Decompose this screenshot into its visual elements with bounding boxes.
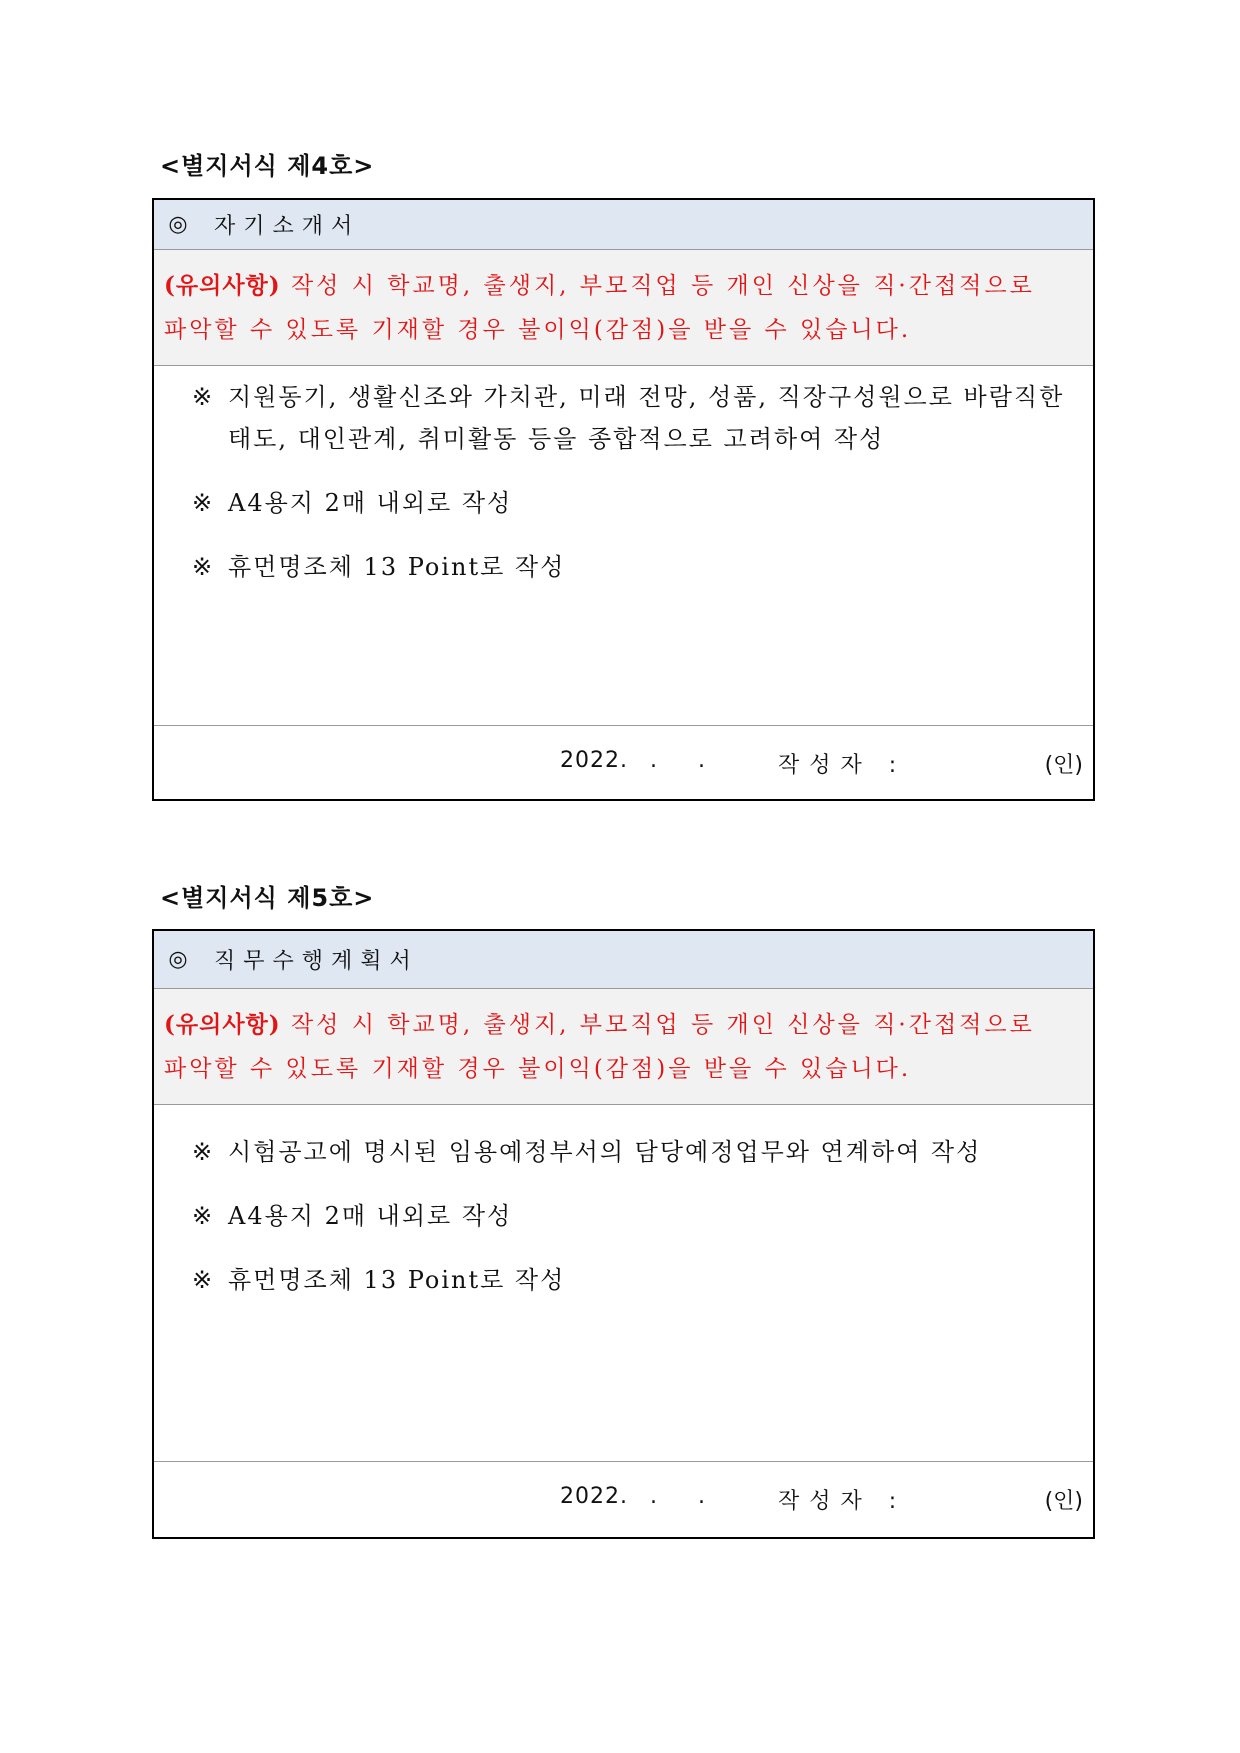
- date-separators: . .: [650, 1484, 705, 1509]
- form-footer: [154, 725, 1093, 802]
- guide-item: [192, 1259, 1083, 1301]
- writer-label: 작성자 :: [778, 753, 907, 778]
- notice-line-1: [164, 1003, 1085, 1047]
- notice-tag: (유의사항): [164, 1011, 281, 1038]
- form-title: 직무수행계획서: [214, 949, 419, 974]
- guide-item: [192, 482, 1083, 524]
- double-circle-icon: ◎: [168, 212, 188, 237]
- form-label: <별지서식 제5호>: [160, 884, 375, 912]
- guide-item: [192, 546, 1083, 588]
- guide-text: 휴먼명조체 13 Point로 작성: [228, 553, 566, 581]
- job-plan-form: [152, 929, 1095, 1539]
- form-header: [154, 931, 1093, 989]
- notice-section: [154, 250, 1093, 366]
- notice-text: 작성 시 학교명, 출생지, 부모직업 등 개인 신상을 직·간접적으로: [280, 273, 1035, 299]
- reference-mark-icon: ※: [192, 489, 215, 517]
- guide-text: A4용지 2매 내외로 작성: [228, 1202, 513, 1230]
- writer-label: 작성자 :: [778, 1489, 907, 1514]
- notice-line-2: 파악할 수 있도록 기재할 경우 불이익(감점)을 받을 수 있습니다.: [164, 317, 912, 343]
- guide-item: [192, 376, 1083, 460]
- notice-line-1: [164, 264, 1085, 308]
- form-footer: [154, 1461, 1093, 1538]
- guide-text: 시험공고에 명시된 임용예정부서의 담당예정업무와 연계하여 작성: [228, 1138, 982, 1166]
- date-field: 2022.: [560, 748, 628, 773]
- seal-label: (인): [1044, 1489, 1083, 1514]
- guide-text: 지원동기, 생활신조와 가치관, 미래 전망, 성품, 직장구성원으로 바람직한 태도, 대인관계, 취미활동 등을 종합적으로 고려하여 작성: [228, 383, 1065, 453]
- notice-section: [154, 989, 1093, 1105]
- double-circle-icon: ◎: [168, 947, 188, 972]
- guide-text: A4용지 2매 내외로 작성: [228, 489, 513, 517]
- seal-label: (인): [1044, 753, 1083, 778]
- reference-mark-icon: ※: [192, 1266, 215, 1294]
- form-header: [154, 200, 1093, 250]
- form-title: 자기소개서: [214, 214, 361, 239]
- guide-item: [192, 1195, 1083, 1237]
- reference-mark-icon: ※: [192, 553, 215, 581]
- guide-section: [154, 1105, 1093, 1461]
- self-introduction-form: [152, 198, 1095, 801]
- guide-section: [154, 366, 1093, 725]
- form-label: <별지서식 제4호>: [160, 152, 375, 180]
- notice-text: 작성 시 학교명, 출생지, 부모직업 등 개인 신상을 직·간접적으로: [280, 1012, 1035, 1038]
- guide-text: 휴먼명조체 13 Point로 작성: [228, 1266, 566, 1294]
- guide-item: [192, 1131, 1083, 1173]
- notice-line-2: 파악할 수 있도록 기재할 경우 불이익(감점)을 받을 수 있습니다.: [164, 1056, 912, 1082]
- date-field: 2022.: [560, 1484, 628, 1509]
- reference-mark-icon: ※: [192, 383, 215, 411]
- reference-mark-icon: ※: [192, 1202, 215, 1230]
- reference-mark-icon: ※: [192, 1138, 215, 1166]
- notice-tag: (유의사항): [164, 272, 281, 299]
- date-separators: . .: [650, 748, 705, 773]
